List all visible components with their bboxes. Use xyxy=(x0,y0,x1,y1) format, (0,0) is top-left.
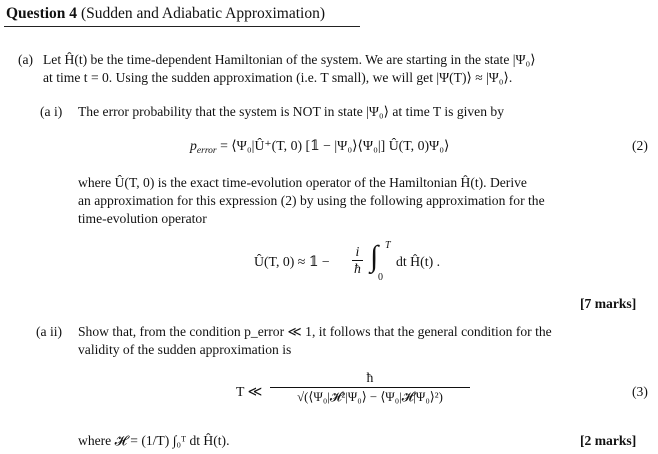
eq2-rhs: = ⟨Ψ₀|Û⁺(T, 0) [𝟙 − |Ψ₀⟩⟨Ψ₀|] Û(T, 0)Ψ₀⟩ xyxy=(216,138,450,153)
question-title xyxy=(6,5,325,23)
part-aii-marks: [2 marks] xyxy=(580,433,637,448)
approx-frac-num: i xyxy=(352,244,363,261)
part-aii-label: (a ii) xyxy=(36,324,63,339)
eq2-lhs: p xyxy=(190,138,197,153)
question-label: Question 4 xyxy=(6,5,78,22)
eq3-lhs: T ≪ xyxy=(236,384,263,399)
approx-upper-limit: T xyxy=(385,240,391,251)
eq3-fraction xyxy=(270,370,470,405)
approx-lower-limit: 0 xyxy=(378,272,383,283)
equation-3-number: (3) xyxy=(632,384,648,399)
approx-frac-den: ħ xyxy=(354,261,361,276)
part-ai-text-1: where Û(T, 0) is the exact time-evolution operator of the Hamiltonian Ĥ(t). Derive xyxy=(78,175,527,190)
eq2-lhs-sub: error xyxy=(196,146,217,156)
equation-2-number: (2) xyxy=(632,138,648,153)
part-a-line-1: Let Ĥ(t) be the time-dependent Hamiltonian of the system. We are starting in the state |Ψ₀⟩ xyxy=(43,52,536,67)
part-a-label: (a) xyxy=(18,52,34,67)
part-aii-where: where 𝓗 = (1/T) ∫₀ᵀ dt Ĥ(t). xyxy=(78,433,230,448)
equation-2 xyxy=(190,138,449,156)
approx-fraction xyxy=(352,244,363,277)
part-ai-text-3: time-evolution operator xyxy=(78,211,207,226)
part-aii-text-1: Show that, from the condition p_error ≪ 1, it follows that the general condition for the xyxy=(78,324,552,339)
part-ai-text-2: an approximation for this expression (2) by using the following approximation for the xyxy=(78,193,545,208)
eq3-numerator: ħ xyxy=(270,370,470,388)
question-topic: (Sudden and Adiabatic Approximation) xyxy=(80,5,326,22)
part-a-line-2: at time t = 0. Using the sudden approximation (i.e. T small), we will get |Ψ(T)⟩ ≈ |Ψ₀⟩. xyxy=(43,70,513,85)
eq3-denominator: √(⟨Ψ₀|𝓗²|Ψ₀⟩ − ⟨Ψ₀|𝓗|Ψ₀⟩²) xyxy=(297,390,443,404)
title-underline xyxy=(4,26,360,27)
part-aii-text-2: validity of the sudden approximation is xyxy=(78,342,292,357)
approx-integral-sign: ∫ xyxy=(370,240,379,273)
approx-integrand: dt Ĥ(t) . xyxy=(396,254,441,269)
part-ai-label: (a i) xyxy=(40,104,63,119)
part-ai-intro: The error probability that the system is NOT in state |Ψ₀⟩ at time T is given by xyxy=(78,104,505,119)
approx-lhs: Û(T, 0) ≈ 𝟙 − xyxy=(254,254,330,269)
part-ai-marks: [7 marks] xyxy=(580,296,637,311)
